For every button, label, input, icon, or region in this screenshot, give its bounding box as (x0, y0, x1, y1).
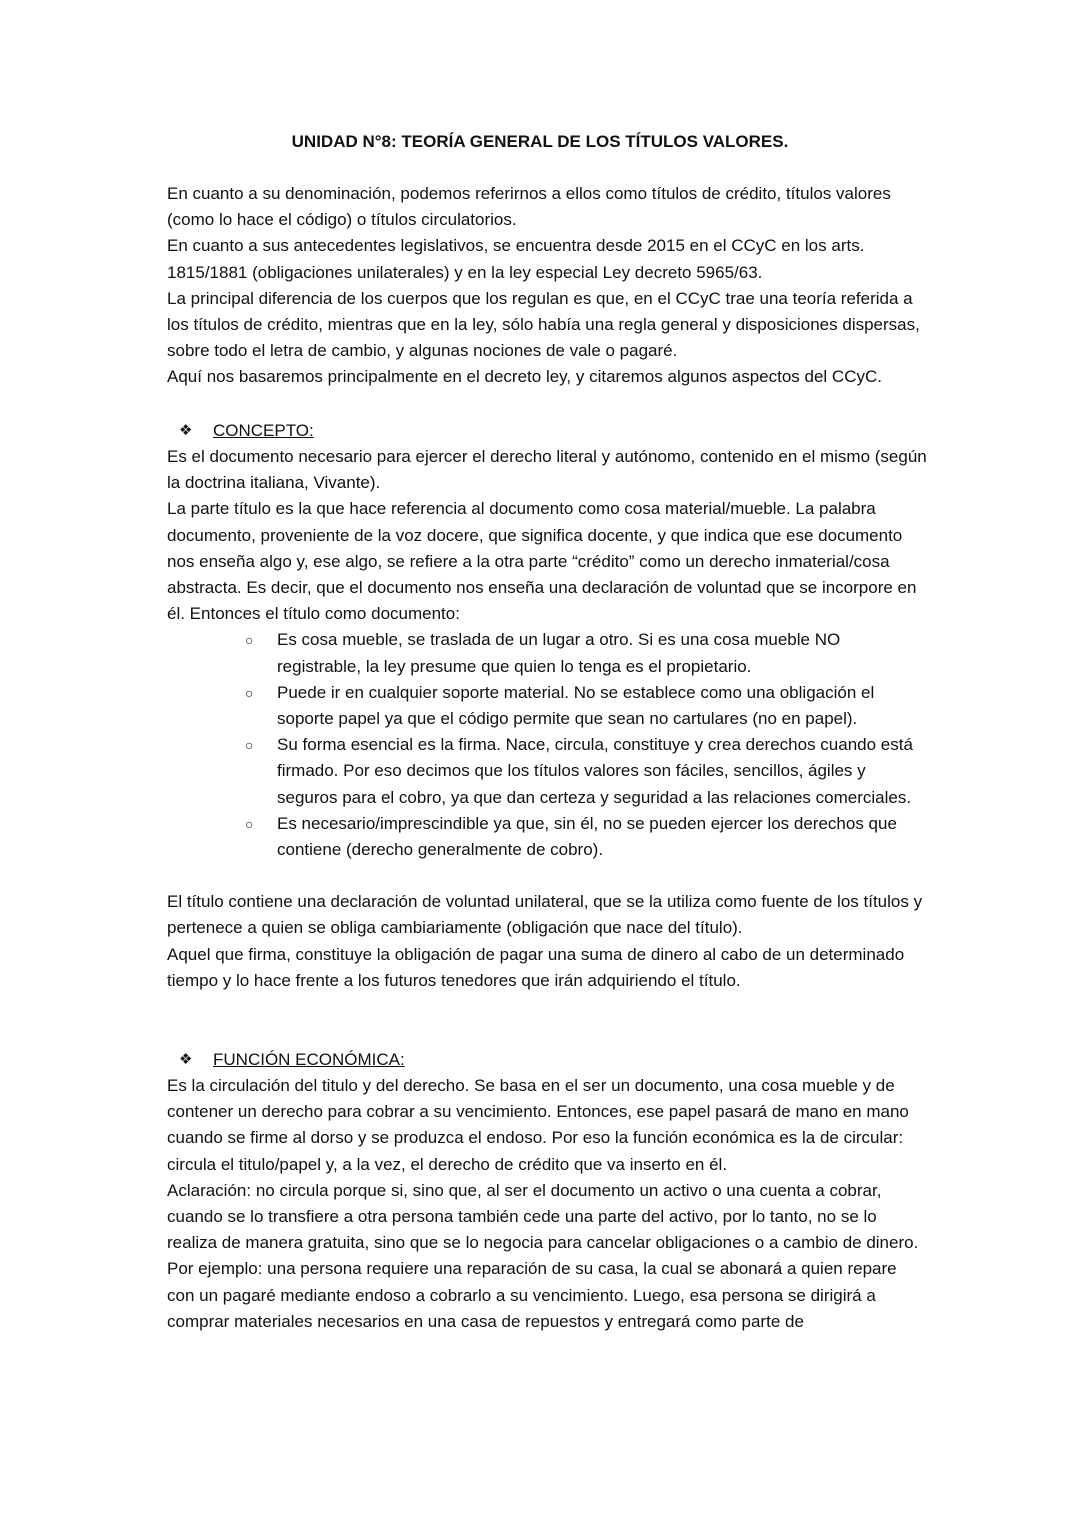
circle-bullet-icon: ○ (245, 632, 254, 649)
list-item-text: Puede ir en cualquier soporte material. No se establece como una obligación el soporte papel ya que el código permite que sean no cartulares (no en papel). (277, 682, 875, 729)
spacer (167, 863, 927, 889)
list-item-text: Su forma esencial es la firma. Nace, circula, constituye y crea derechos cuando está firmado. Por eso decimos que los títulos valores son fáciles, sencillos, ágiles y seguros para el cobro, ya que dan certeza y seguridad a las relaciones comerciales. (277, 735, 913, 807)
list-item-text: Es necesario/imprescindible ya que, sin él, no se pueden ejercer los derechos que contiene (derecho generalmente de cobro). (277, 813, 897, 860)
list-item (245, 811, 927, 863)
concepto-heading-label: CONCEPTO: (213, 420, 314, 440)
concepto-section (167, 418, 927, 994)
list-item (245, 680, 927, 732)
four-diamond-icon: ❖ (179, 421, 193, 439)
funcion-economica-section (167, 1047, 927, 1335)
concepto-list (167, 627, 927, 863)
document-title: UNIDAD N°8: TEORÍA GENERAL DE LOS TÍTULOS VALORES. (291, 132, 789, 151)
list-item (245, 732, 927, 811)
concepto-paragraph: La parte título es la que hace referencia al documento como cosa material/mueble. La palabra documento, proveniente de la voz docere, que significa docente, y que indica que ese documento nos enseña algo y, ese algo, se refiere a la otra parte “crédito” como un derecho inmaterial/cosa abstracta. Es decir, que el documento nos enseña una declaración de voluntad que se incorpore en él. Entonces el título como documento: (167, 499, 917, 624)
funcion-paragraph: Es la circulación del titulo y del derecho. Se basa en el ser un documento, una cosa mueble y de contener un derecho para cobrar a su vencimiento. Entonces, ese papel pasará de mano en mano cuando se firme al dorso y se produzca el endoso. Por eso la función económica es la de circular: circula el titulo/papel y, a la vez, el derecho de crédito que va inserto en él. (167, 1076, 909, 1174)
concepto-heading (179, 418, 927, 444)
funcion-heading-label: FUNCIÓN ECONÓMICA: (213, 1049, 405, 1069)
concepto-after-paragraph: El título contiene una declaración de voluntad unilateral, que se la utiliza como fuente de los títulos y pertenece a quien se obliga cambiariamente (obligación que nace del título). (167, 892, 923, 938)
intro-paragraph: En cuanto a sus antecedentes legislativos, se encuentra desde 2015 en el CCyC en los arts. 1815/1881 (obligaciones unilaterales) y en la ley especial Ley decreto 5965/63. (167, 236, 865, 282)
intro-paragraph: En cuanto a su denominación, podemos referirnos a ellos como títulos de crédito, títulos valores (como lo hace el código) o títulos circulatorios. (167, 184, 891, 230)
circle-bullet-icon: ○ (245, 815, 254, 832)
list-item-text: Es cosa mueble, se traslada de un lugar a otro. Si es una cosa mueble NO registrable, la ley presume que quien lo tenga es el propietario. (277, 630, 841, 676)
intro-paragraph: La principal diferencia de los cuerpos que los regulan es que, en el CCyC trae una teoría referida a los títulos de crédito, mientras que en la ley, sólo había una regla general y disposiciones dispersas, sobre todo el letra de cambio, y algunas nociones de vale o pagaré. (167, 288, 920, 361)
four-diamond-icon: ❖ (179, 1050, 193, 1068)
intro-paragraph: Aquí nos basaremos principalmente en el decreto ley, y citaremos algunos aspectos del CCyC. (167, 367, 882, 387)
concepto-after-paragraph: Aquel que firma, constituye la obligación de pagar una suma de dinero al cabo de un determinado tiempo y lo hace frente a los futuros tenedores que irán adquiriendo el título. (167, 944, 905, 990)
concepto-paragraph: Es el documento necesario para ejercer el derecho literal y autónomo, contenido en el mismo (según la doctrina italiana, Vivante). (167, 447, 927, 493)
intro-section (167, 181, 927, 391)
funcion-heading (179, 1047, 927, 1073)
circle-bullet-icon: ○ (245, 737, 254, 754)
list-item (245, 627, 927, 679)
funcion-paragraph: Por ejemplo: una persona requiere una reparación de su casa, la cual se abonará a quien repare con un pagaré mediante endoso a cobrarlo a su vencimiento. Luego, esa persona se dirigirá a comprar materiales necesarios en una casa de repuestos y entregará como parte de (167, 1259, 897, 1331)
funcion-paragraph: Aclaración: no circula porque si, sino que, al ser el documento un activo o una cuenta a cobrar, cuando se lo transfiere a otra persona también cede una parte del activo, por lo tanto, no se lo realiza de manera gratuita, sino que se lo negocia para cancelar obligaciones o a cambio de dinero. (167, 1180, 919, 1253)
circle-bullet-icon: ○ (245, 684, 254, 701)
